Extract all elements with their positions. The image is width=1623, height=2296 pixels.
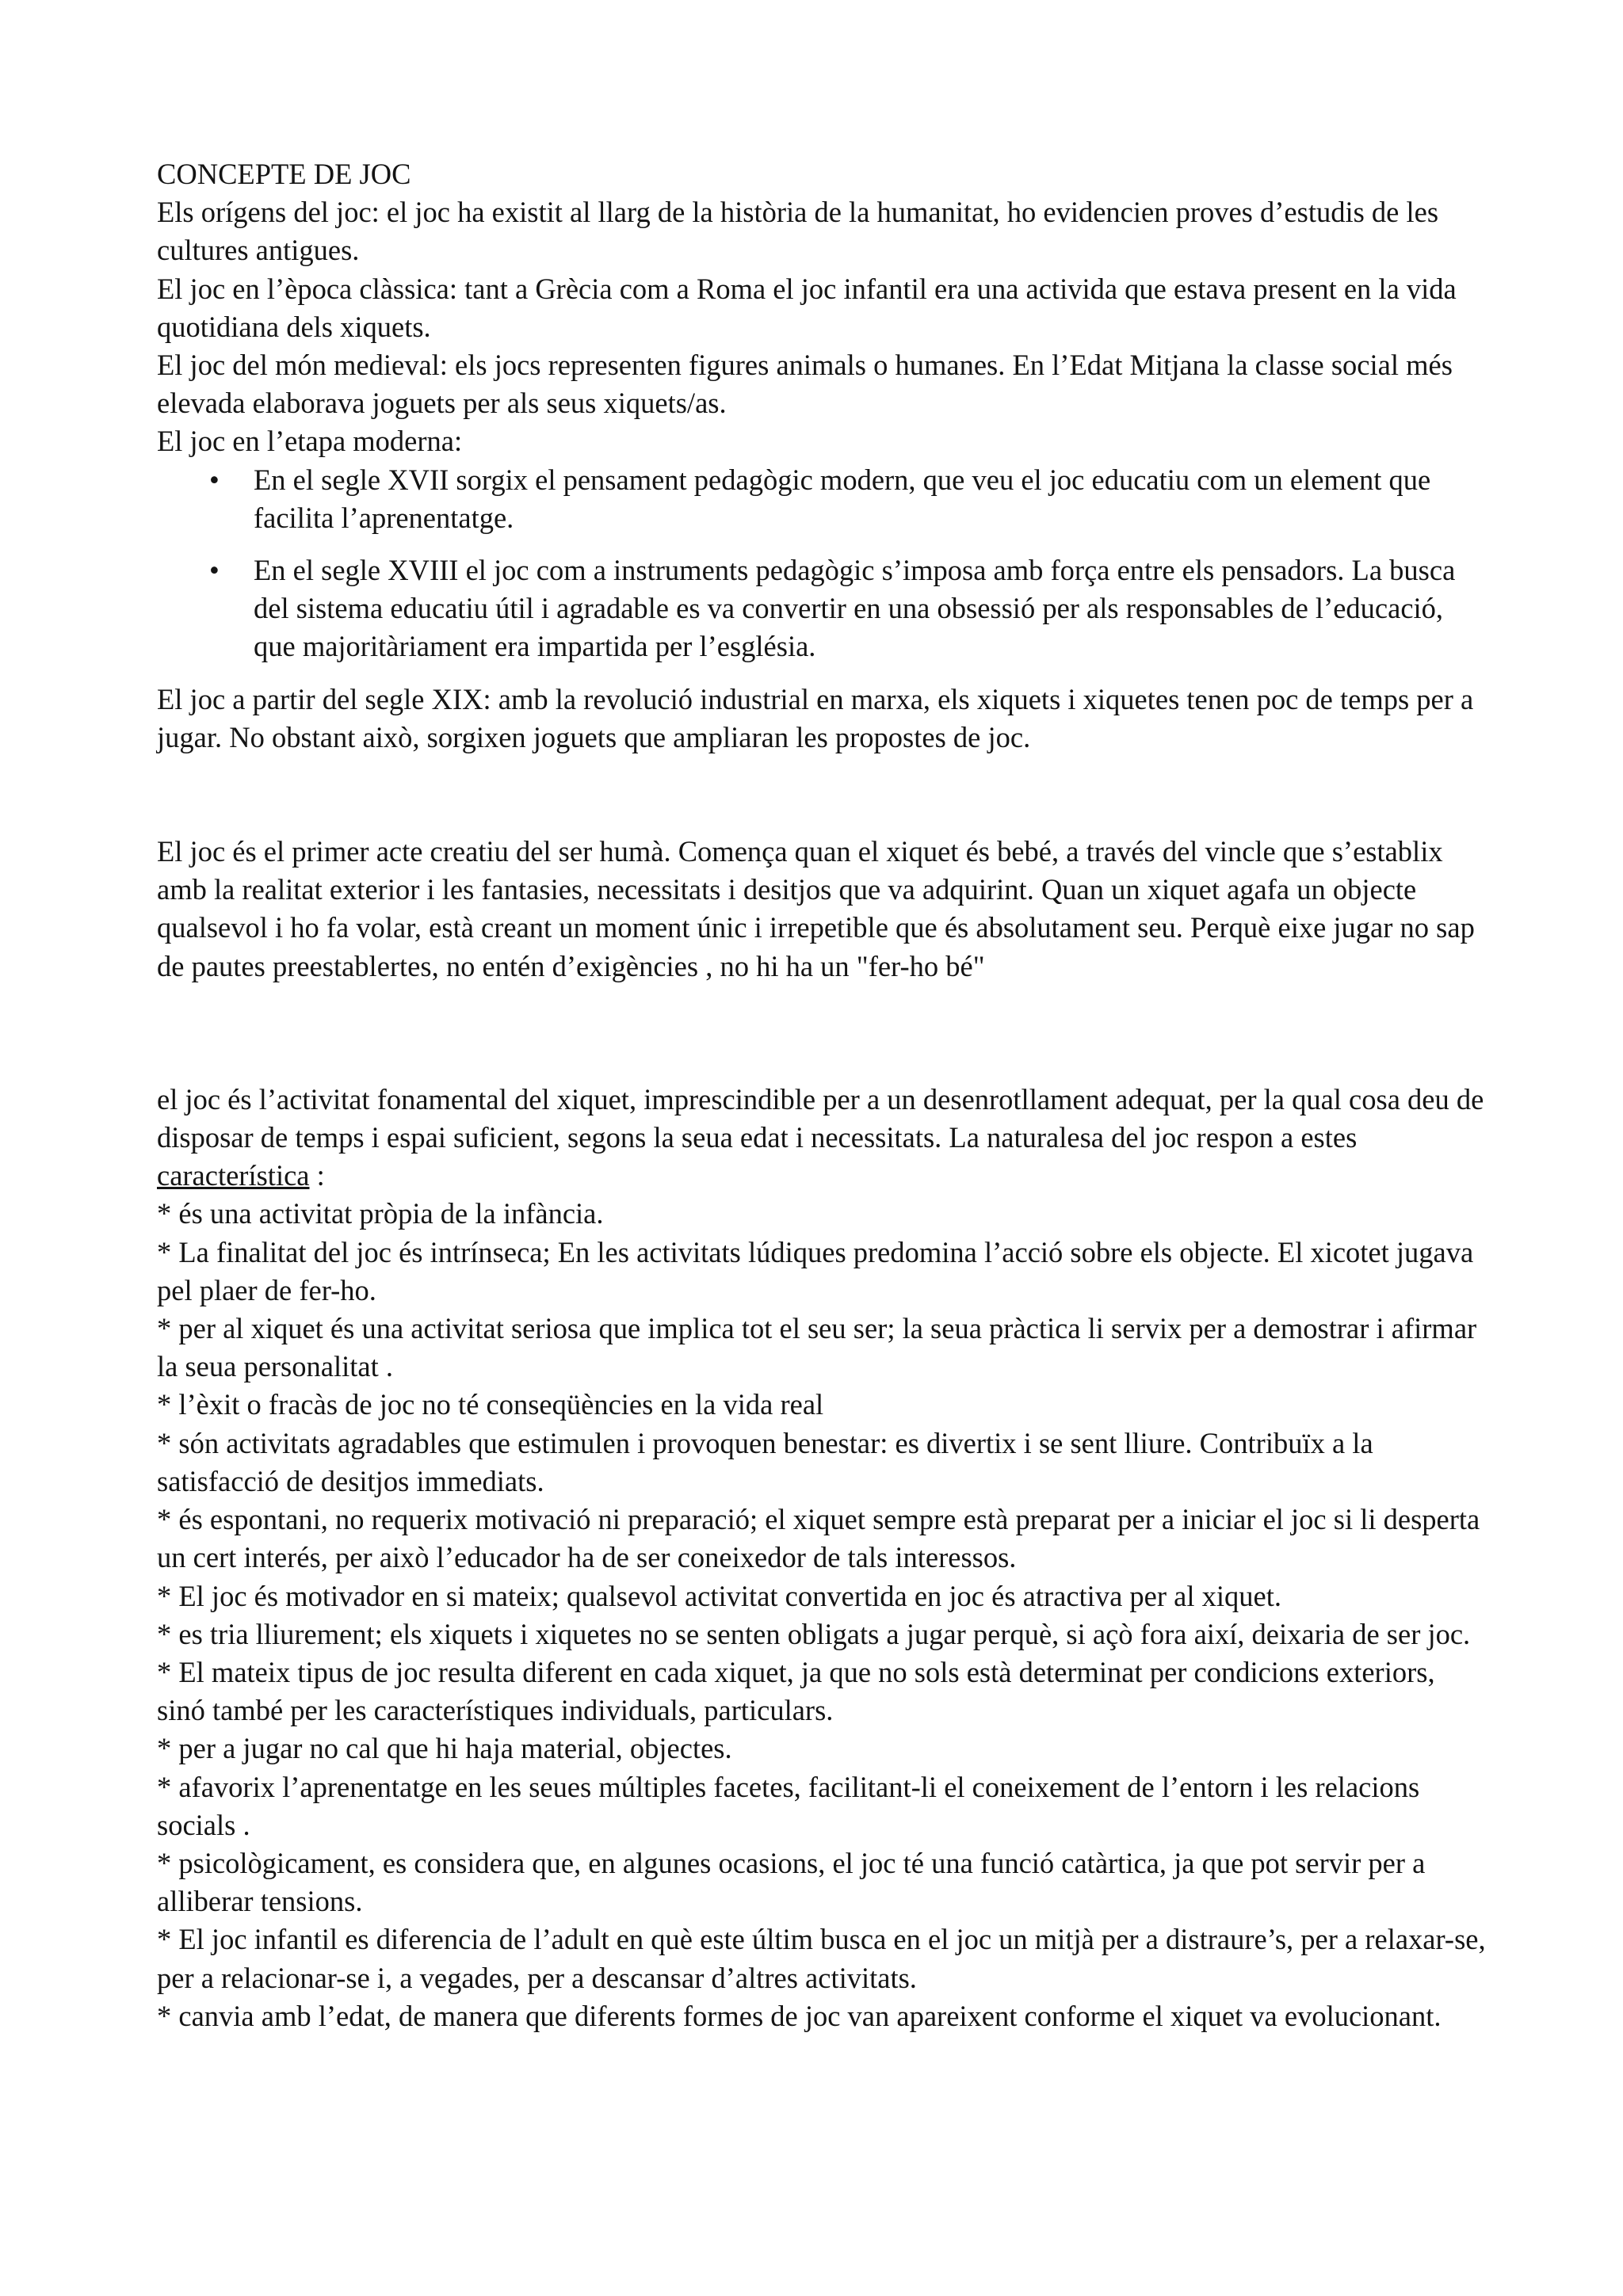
history-classical: El joc en l’època clàssica: tant a Grècia com a Roma el joc infantil era una activida que estava present en la vida quotidiana dels xiquets. — [157, 272, 1457, 343]
document-title: CONCEPTE DE JOC — [157, 158, 411, 190]
fundamental-after: : — [309, 1159, 325, 1192]
spacer — [157, 986, 1488, 1081]
bullet-icon: • — [209, 554, 220, 587]
fundamental-intro: el joc és l’activitat fonamental del xiquet, imprescindible per a un desenrotllament adequat, per la qual cosa deu de disposar de temps i espai suficient, segons la seua edat i necessitats. La naturalesa del joc respon a estes — [157, 1082, 1484, 1154]
list-item — [157, 551, 1488, 666]
bullet-text-xviii: En el segle XVIII el joc com a instruments pedagògic s’imposa amb força entre els pensadors. La busca del sistema educatiu útil i agradable es va convertir en una obsessió per als responsables de l’educació, que majoritàriament era impartida per l’església. — [254, 554, 1456, 663]
list-item: * és espontani, no requerix motivació ni preparació; el xiquet sempre està preparat per a iniciar el joc si li desperta un cert interés, per això l’educador ha de ser coneixedor de tals interessos. — [157, 1503, 1480, 1574]
list-item: * per a jugar no cal que hi haja material, objectes. — [157, 1732, 732, 1765]
list-item: * és una activitat pròpia de la infància. — [157, 1197, 604, 1230]
list-item: * El mateix tipus de joc resulta diferent en cada xiquet, ja que no sols està determinat per condicions exteriors, sinó també per les característiques individuals, particulars. — [157, 1655, 1435, 1727]
history-modern: El joc en l’etapa moderna: — [157, 425, 463, 458]
list-item: * La finalitat del joc és intrínseca; En les activitats lúdiques predomina l’acció sobre els objecte. El xicotet jugava pel plaer de fer-ho. — [157, 1235, 1474, 1306]
history-xix: El joc a partir del segle XIX: amb la revolució industrial en marxa, els xiquets i xiquetes tenen poc de temps per a jugar. No obstant això, sorgixen joguets que ampliaran les propostes de joc. — [157, 682, 1474, 753]
document-page — [157, 155, 1488, 2035]
list-item: * per al xiquet és una activitat seriosa que implica tot el seu ser; la seua pràctica li servix per a demostrar i afirmar la seua personalitat . — [157, 1312, 1477, 1383]
list-item: * es tria lliurement; els xiquets i xiquetes no se senten obligats a jugar perquè, si açò fora així, deixaria de ser joc. — [157, 1617, 1471, 1650]
characteristics-list — [157, 1195, 1488, 2035]
history-medieval: El joc del món medieval: els jocs representen figures animals o humanes. En l’Edat Mitjana la classe social més elevada elaborava joguets per als seus xiquets/as. — [157, 349, 1453, 420]
fundamental-paragraph — [157, 1081, 1488, 1196]
modern-bullet-list — [157, 461, 1488, 666]
list-item: * afavorix l’aprenentatge en les seues múltiples facetes, facilitant-li el coneixement de l’entorn i les relacions socials . — [157, 1770, 1420, 1841]
bullet-icon: • — [209, 463, 220, 496]
bullet-text-xvii: En el segle XVII sorgix el pensament pedagògic modern, que veu el joc educatiu com un element que facilita l’aprenentatge. — [254, 463, 1431, 534]
history-origins: Els orígens del joc: el joc ha existit al llarg de la història de la humanitat, ho evidencien proves d’estudis de les cultures antigues. — [157, 196, 1439, 267]
creative-paragraph: El joc és el primer acte creatiu del ser humà. Comença quan el xiquet és bebé, a través del vincle que s’establix amb la realitat exterior i les fantasies, necessitats i desitjos que va adquirint. Quan un xiquet agafa un objecte qualsevol i ho fa volar, està creant un moment únic i irrepetible que és absolutament seu. Perquè eixe jugar no sap de pautes preestablertes, no entén d’exigències , no hi ha un "fer-ho bé" — [157, 835, 1475, 982]
list-item: * psicològicament, es considera que, en algunes ocasions, el joc té una funció catàrtica, ja que pot servir per a alliberar tensions. — [157, 1846, 1426, 1918]
list-item: * canvia amb l’edat, de manera que diferents formes de joc van apareixent conforme el xiquet va evolucionant. — [157, 1999, 1442, 2032]
list-item: * l’èxit o fracàs de joc no té conseqüències en la vida real — [157, 1388, 824, 1421]
list-item: * El joc és motivador en si mateix; qualsevol activitat convertida en joc és atractiva per al xiquet. — [157, 1579, 1281, 1612]
list-item: * són activitats agradables que estimulen i provoquen benestar: es divertix i se sent lliure. Contribuïx a la satisfacció de desitjos immediats. — [157, 1426, 1373, 1497]
spacer — [157, 757, 1488, 833]
characteristic-link[interactable]: característica — [157, 1159, 310, 1192]
history-section — [157, 193, 1488, 757]
list-item — [157, 461, 1488, 537]
list-item: * El joc infantil es diferencia de l’adult en què este últim busca en el joc un mitjà per a distraure’s, per a relaxar-se, per a relacionar-se i, a vegades, per a descansar d’altres activitats. — [157, 1923, 1486, 1994]
